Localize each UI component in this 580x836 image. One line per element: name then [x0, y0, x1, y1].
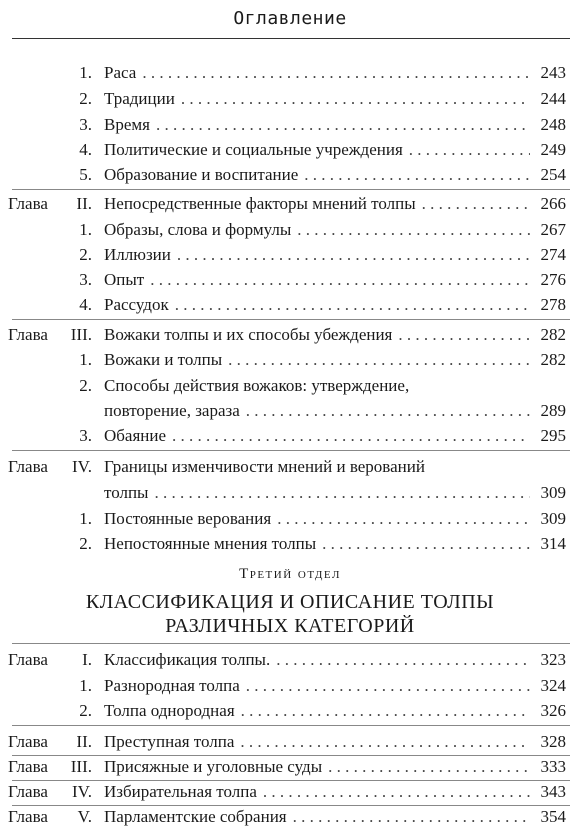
entry-title: Разнородная толпа: [104, 676, 240, 695]
leader-dots: [175, 294, 530, 316]
toc-chapter-continuation[interactable]: [0, 482, 580, 504]
leader-dots: [276, 649, 530, 671]
entry-title-line2: повторение, зараза: [104, 401, 240, 420]
part-title-line1: КЛАССИФИКАЦИЯ И ОПИСАНИЕ ТОЛПЫ: [85, 591, 495, 613]
entry-page: 289: [540, 401, 566, 420]
toc-entry[interactable]: [0, 349, 580, 371]
entry-page: 248: [540, 115, 566, 134]
entry-title: Вожаки и толпы: [104, 350, 223, 369]
chapter-number: V.: [77, 807, 92, 826]
chapter-title: Избирательная толпа: [104, 782, 257, 801]
entry-page: 267: [540, 220, 566, 239]
leader-dots: [409, 139, 530, 161]
toc-entry-continuation[interactable]: [0, 400, 580, 422]
toc-entry[interactable]: [0, 244, 580, 266]
entry-page: 249: [540, 140, 566, 159]
toc-entry[interactable]: [0, 508, 580, 530]
entry-number: 2.: [79, 245, 92, 264]
leader-dots: [156, 114, 530, 136]
chapter-page: 323: [540, 650, 566, 669]
chapter-number: IV.: [72, 457, 92, 476]
toc-entry[interactable]: [0, 269, 580, 291]
leader-dots: [241, 700, 530, 722]
toc-entry[interactable]: [0, 114, 580, 136]
entry-page: 244: [540, 89, 566, 108]
chapter-number: II.: [76, 732, 92, 751]
entry-number: 3.: [79, 426, 92, 445]
chapter-title-line1: Границы изменчивости мнений и верований: [104, 457, 425, 476]
chapter-title: Присяжные и уголовные суды: [104, 757, 323, 776]
entry-number: 3.: [79, 115, 92, 134]
section-divider: [12, 189, 570, 190]
leader-dots: [293, 806, 530, 828]
toc-entry[interactable]: [0, 375, 580, 397]
entry-title: Рассудок: [104, 295, 169, 314]
chapter-label: Глава: [8, 650, 48, 669]
leader-dots: [304, 164, 530, 186]
leader-dots: [263, 781, 530, 803]
chapter-page: 309: [540, 483, 566, 502]
toc-entry[interactable]: [0, 294, 580, 316]
entry-number: 2.: [79, 89, 92, 108]
leader-dots: [172, 425, 530, 447]
entry-page: 324: [540, 676, 566, 695]
chapter-page: 343: [540, 782, 566, 801]
entry-title: Опыт: [104, 270, 145, 289]
leader-dots: [246, 400, 530, 422]
entry-title: Непостоянные мнения толпы: [104, 534, 317, 553]
section-divider: [12, 643, 570, 644]
chapter-label: Глава: [8, 732, 48, 751]
toc-entry[interactable]: [0, 425, 580, 447]
leader-dots: [328, 756, 530, 778]
chapter-title: Классификация толпы.: [104, 650, 271, 669]
chapter-label: Глава: [8, 807, 48, 826]
toc-entry[interactable]: [0, 139, 580, 161]
chapter-number: II.: [76, 194, 92, 213]
toc-entry[interactable]: [0, 62, 580, 84]
chapter-number: III.: [70, 757, 92, 776]
leader-dots: [177, 244, 530, 266]
entry-page: 309: [540, 509, 566, 528]
chapter-title: Парламентские собрания: [104, 807, 287, 826]
entry-title: Традиции: [104, 89, 175, 108]
toc-entry[interactable]: [0, 700, 580, 722]
chapter-label: Глава: [8, 194, 48, 213]
entry-page: 254: [540, 165, 566, 184]
entry-page: 276: [540, 270, 566, 289]
entry-title: Иллюзии: [104, 245, 171, 264]
leader-dots: [228, 349, 530, 371]
entry-page: 243: [540, 63, 566, 82]
entry-number: 1.: [79, 63, 92, 82]
chapter-label: Глава: [8, 782, 48, 801]
leader-dots: [142, 62, 530, 84]
leader-dots: [150, 269, 530, 291]
chapter-page: 333: [540, 757, 566, 776]
chapter-label: Глава: [8, 457, 48, 476]
entry-title: Время: [104, 115, 150, 134]
toc-entry[interactable]: [0, 164, 580, 186]
entry-title-line1: Способы действия вожаков: утверждение,: [104, 376, 410, 395]
section-divider: [12, 450, 570, 451]
entry-number: 1.: [79, 676, 92, 695]
chapter-title: Вожаки толпы и их способы убеждения: [104, 325, 393, 344]
leader-dots: [398, 324, 530, 346]
page-header: Оглавление: [233, 8, 347, 29]
leader-dots: [246, 675, 530, 697]
toc-chapter[interactable]: [0, 806, 580, 828]
entry-page: 278: [540, 295, 566, 314]
entry-page: 314: [540, 534, 566, 553]
leader-dots: [240, 731, 530, 753]
chapter-title: Непосредственные факторы мнений толпы: [104, 194, 416, 213]
chapter-number: IV.: [72, 782, 92, 801]
chapter-label: Глава: [8, 757, 48, 776]
toc-entry[interactable]: [0, 675, 580, 697]
leader-dots: [422, 193, 530, 215]
entry-title: Обаяние: [104, 426, 167, 445]
chapter-page: 328: [540, 732, 566, 751]
entry-number: 1.: [79, 509, 92, 528]
entry-title: Образование и воспитание: [104, 165, 299, 184]
chapter-title-line2: толпы: [104, 483, 149, 502]
chapter-number: III.: [70, 325, 92, 344]
section-divider: [12, 319, 570, 320]
leader-dots: [154, 482, 530, 504]
part-label: Третий отдел: [239, 566, 341, 582]
entry-number: 2.: [79, 701, 92, 720]
toc-chapter[interactable]: [0, 193, 580, 215]
entry-number: 2.: [79, 534, 92, 553]
toc-chapter[interactable]: [0, 649, 580, 671]
entry-number: 4.: [79, 295, 92, 314]
entry-number: 3.: [79, 270, 92, 289]
entry-number: 1.: [79, 220, 92, 239]
entry-title: Политические и социальные учреждения: [104, 140, 403, 159]
entry-number: 2.: [79, 376, 92, 395]
toc-chapter[interactable]: [0, 456, 580, 478]
toc-chapter[interactable]: [0, 324, 580, 346]
toc-chapter[interactable]: [0, 781, 580, 803]
entry-page: 295: [540, 426, 566, 445]
entry-title: Раса: [104, 63, 137, 82]
toc-chapter[interactable]: [0, 731, 580, 753]
toc-entry[interactable]: [0, 88, 580, 110]
toc-entry[interactable]: [0, 533, 580, 555]
leader-dots: [277, 508, 530, 530]
chapter-page: 354: [540, 807, 566, 826]
toc-chapter[interactable]: [0, 756, 580, 778]
toc-entry[interactable]: [0, 219, 580, 241]
part-title-line2: РАЗЛИЧНЫХ КАТЕГОРИЙ: [165, 615, 415, 637]
entry-number: 1.: [79, 350, 92, 369]
chapter-number: I.: [82, 650, 92, 669]
entry-number: 5.: [79, 165, 92, 184]
chapter-label: Глава: [8, 325, 48, 344]
entry-page: 274: [540, 245, 566, 264]
entry-title: Постоянные верования: [104, 509, 272, 528]
leader-dots: [297, 219, 530, 241]
chapter-title: Преступная толпа: [104, 732, 235, 751]
entry-title: Образы, слова и формулы: [104, 220, 292, 239]
leader-dots: [322, 533, 530, 555]
chapter-page: 282: [540, 325, 566, 344]
chapter-page: 266: [540, 194, 566, 213]
entry-number: 4.: [79, 140, 92, 159]
entry-page: 282: [540, 350, 566, 369]
section-divider: [12, 725, 570, 726]
leader-dots: [181, 88, 530, 110]
entry-page: 326: [540, 701, 566, 720]
entry-title: Толпа однородная: [104, 701, 235, 720]
